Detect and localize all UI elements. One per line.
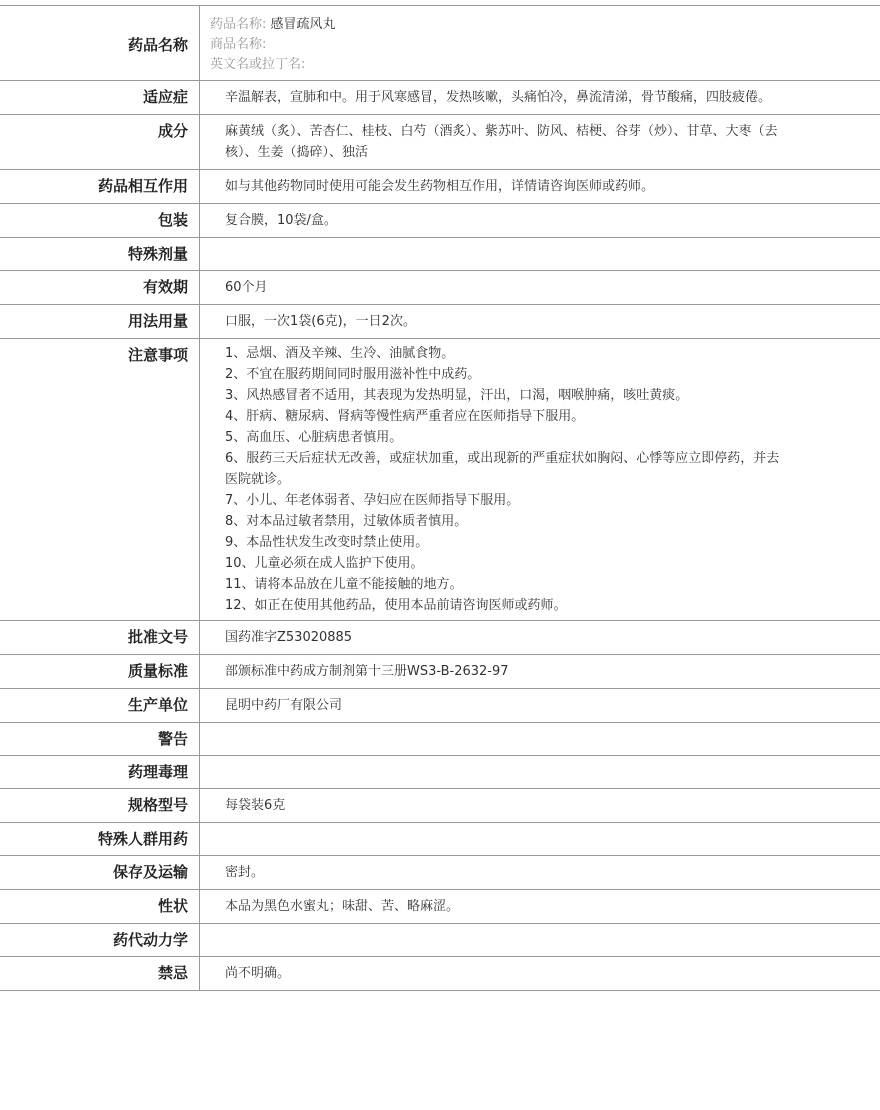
- label-special-dosage: 特殊剂量: [0, 238, 200, 270]
- value-pharmacology: [200, 756, 880, 788]
- value-interactions: 如与其他药物同时使用可能会发生药物相互作用，详情请咨询医师或药师。: [225, 179, 655, 194]
- label-approval: 批准文号: [0, 621, 200, 654]
- label-standard: 质量标准: [0, 655, 200, 688]
- value-description: 本品为黑色水蜜丸；味甜、苦、略麻涩。: [225, 899, 460, 914]
- precaution-item: 10、儿童必须在成人监护下使用。: [225, 556, 424, 571]
- row-storage: [0, 856, 880, 890]
- value-standard: 部颁标准中药成方制剂第十三册WS3-B-2632-97: [225, 664, 509, 679]
- row-standard: [0, 655, 880, 689]
- value-ingredients: 麻黄绒（炙）、苦杏仁、桂枝、白芍（酒炙）、紫苏叶、防风、桔梗、谷芽（炒）、甘草、大枣（去核）、生姜（捣碎）、独活: [225, 124, 778, 160]
- row-description: [0, 890, 880, 924]
- precaution-item: 9、本品性状发生改变时禁止使用。: [225, 535, 429, 550]
- row-specification: [0, 789, 880, 823]
- value-contraindications: 尚不明确。: [225, 966, 291, 981]
- row-precautions: [0, 339, 880, 621]
- precaution-item: 8、对本品过敏者禁用，过敏体质者慎用。: [225, 514, 468, 529]
- row-drug-name: [0, 6, 880, 81]
- precaution-item: 2、不宜在服药期间同时服用滋补性中成药。: [225, 367, 481, 382]
- generic-name-line: [210, 15, 870, 35]
- label-packaging: 包装: [0, 204, 200, 237]
- label-storage: 保存及运输: [0, 856, 200, 889]
- label-indications: 适应症: [0, 81, 200, 114]
- precautions-list: [200, 339, 880, 620]
- value-special-population: [200, 823, 880, 855]
- row-pharmacology: [0, 756, 880, 789]
- row-interactions: [0, 170, 880, 204]
- label-pharmacokinetics: 药代动力学: [0, 924, 200, 956]
- precaution-item: 11、请将本品放在儿童不能接触的地方。: [225, 577, 463, 592]
- value-special-dosage: [200, 238, 880, 270]
- row-indications: [0, 81, 880, 115]
- precaution-item: 3、风热感冒者不适用，其表现为发热明显，汗出，口渴，咽喉肿痛，咳吐黄痰。: [225, 388, 689, 403]
- value-shelf-life: 60个月: [225, 280, 268, 295]
- label-description: 性状: [0, 890, 200, 923]
- english-name-key: 英文名或拉丁名:: [210, 57, 306, 72]
- generic-name-key: 药品名称:: [210, 17, 267, 32]
- precaution-item: 6、服药三天后症状无改善，或症状加重，或出现新的严重症状如胸闷、心悸等应立即停药，并去医院就诊。: [225, 451, 780, 487]
- label-shelf-life: 有效期: [0, 271, 200, 304]
- label-interactions: 药品相互作用: [0, 170, 200, 203]
- drug-info-table: [0, 5, 880, 991]
- precaution-item: 1、忌烟、酒及辛辣、生冷、油腻食物。: [225, 346, 455, 361]
- value-usage: 口服，一次1袋(6克)，一日2次。: [225, 314, 416, 329]
- precaution-item: 4、肝病、糖尿病、肾病等慢性病严重者应在医师指导下服用。: [225, 409, 585, 424]
- value-packaging: 复合膜，10袋/盒。: [225, 213, 337, 228]
- value-storage: 密封。: [225, 865, 265, 880]
- precaution-item: 5、高血压、心脏病患者慎用。: [225, 430, 403, 445]
- trade-name-key: 商品名称:: [210, 37, 267, 52]
- drug-name-block: [200, 6, 880, 80]
- row-contraindications: [0, 957, 880, 991]
- label-ingredients: 成分: [0, 115, 200, 169]
- row-warning: [0, 723, 880, 756]
- precaution-item: 12、如正在使用其他药品，使用本品前请咨询医师或药师。: [225, 598, 567, 613]
- label-specification: 规格型号: [0, 789, 200, 822]
- precaution-item: 7、小儿、年老体弱者、孕妇应在医师指导下服用。: [225, 493, 520, 508]
- value-manufacturer: 昆明中药厂有限公司: [225, 698, 343, 713]
- label-usage: 用法用量: [0, 305, 200, 338]
- row-manufacturer: [0, 689, 880, 723]
- row-usage: [0, 305, 880, 339]
- row-packaging: [0, 204, 880, 238]
- value-specification: 每袋装6克: [225, 798, 286, 813]
- label-manufacturer: 生产单位: [0, 689, 200, 722]
- value-indications: 辛温解表，宣肺和中。用于风寒感冒，发热咳嗽，头痛怕冷，鼻流清涕，骨节酸痛，四肢疲倦。: [225, 90, 772, 105]
- label-drug-name: 药品名称: [0, 6, 200, 80]
- row-ingredients: [0, 115, 880, 170]
- value-approval: 国药准字Z53020885: [225, 630, 353, 645]
- label-contraindications: 禁忌: [0, 957, 200, 990]
- label-special-population: 特殊人群用药: [0, 823, 200, 855]
- row-special-dosage: [0, 238, 880, 271]
- row-approval: [0, 621, 880, 655]
- label-precautions: 注意事项: [0, 339, 200, 620]
- row-pharmacokinetics: [0, 924, 880, 957]
- trade-name-line: [210, 35, 870, 55]
- row-special-population: [0, 823, 880, 856]
- label-warning: 警告: [0, 723, 200, 755]
- row-shelf-life: [0, 271, 880, 305]
- label-pharmacology: 药理毒理: [0, 756, 200, 788]
- value-warning: [200, 723, 880, 755]
- value-pharmacokinetics: [200, 924, 880, 956]
- english-name-line: [210, 55, 870, 75]
- generic-name-value: 感冒疏风丸: [270, 17, 336, 32]
